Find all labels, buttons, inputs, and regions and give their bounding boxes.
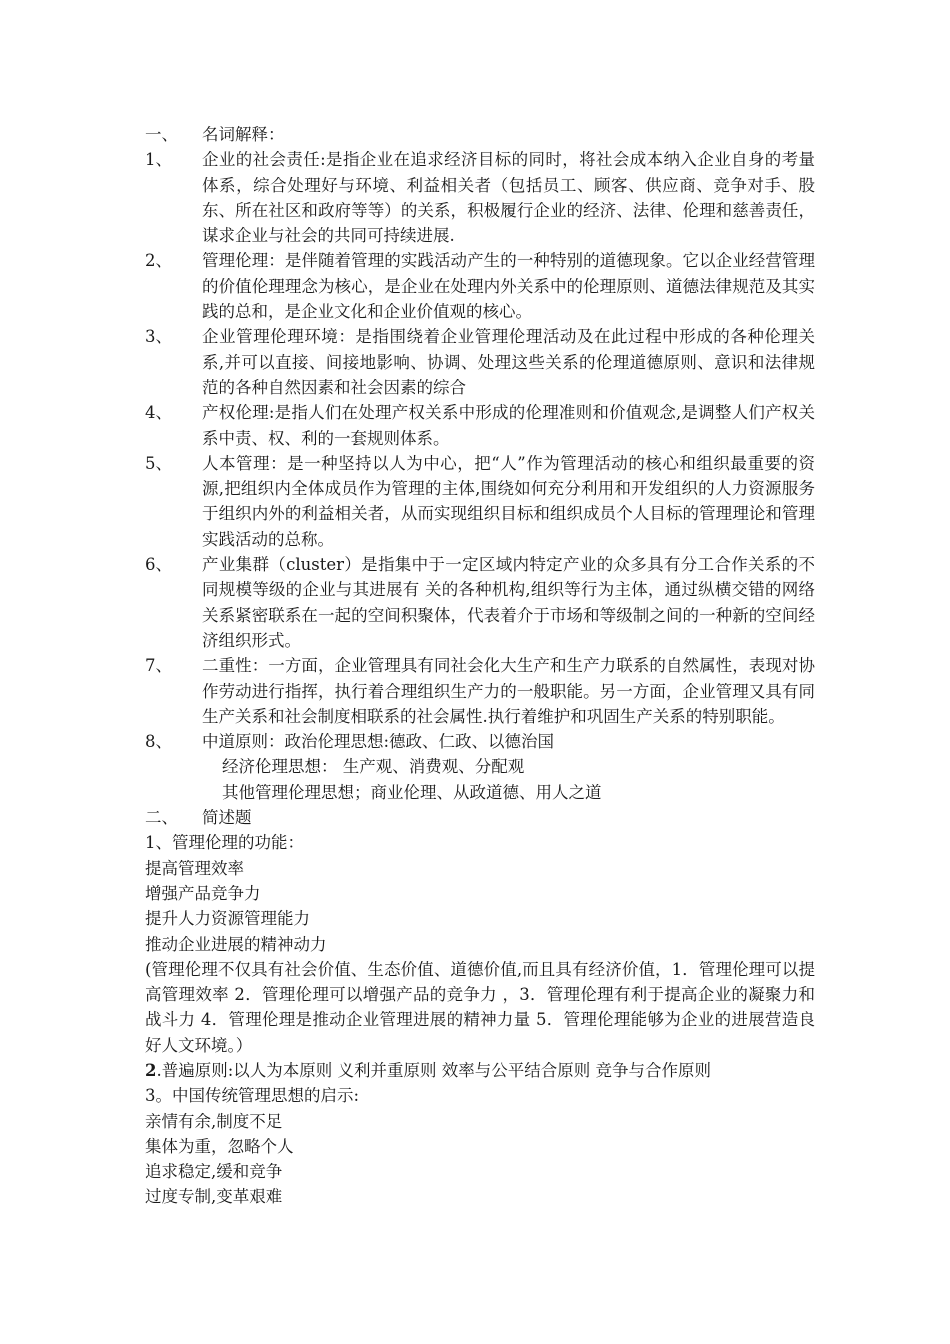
definition-item-5 [145,451,815,552]
item-text: 中道原则：政治伦理思想:德政、仁政、以德治国 [202,732,555,752]
question-1-point: 增强产品竞争力 [145,883,261,903]
item-number: 6、 [145,555,172,575]
definition-item-8 [145,729,815,754]
section-number: 二、 [145,808,178,828]
question-1-point: 推动企业进展的精神动力 [145,934,327,954]
question-1-heading: 1、管理伦理的功能： [145,833,304,853]
question-2 [145,1058,815,1083]
item-number: 2、 [145,251,172,271]
question-1-point: 提升人力资源管理能力 [145,909,310,929]
section-heading-1 [145,122,815,147]
item-number: 1、 [145,150,172,170]
section-heading-2 [145,805,815,830]
question-1-point: 提高管理效率 [145,858,244,878]
section-number: 一、 [145,125,178,144]
item-text: 企业的社会责任:是指企业在追求经济目标的同时，将社会成本纳入企业自身的考量体系，综合处理好与环境、利益相关者（包括员工、顾客、供应商、竞争对手、股东、所在社区和政府等等）的关系，积极履行企业的经济、法律、伦理和慈善责任，谋求企业与社会的共同可持续进展. [202,150,815,246]
item-number: 8、 [145,732,172,752]
item-text: 产权伦理:是指人们在处理产权关系中形成的伦理准则和价值观念,是调整人们产权关系中责、权、利的一套规则体系。 [202,403,815,448]
question-2-number: 2 [145,1060,157,1080]
question-3-point: 追求稳定,缓和竞争 [145,1162,283,1182]
definition-item-7 [145,653,815,729]
item-text: 二重性：一方面，企业管理具有同社会化大生产和生产力联系的自然属性，表现对协作劳动进行指挥，执行着合理组织生产力的一般职能。另一方面，企业管理又具有同生产关系和社会制度相联系的社会属性.执行着维护和巩固生产关系的特别职能。 [202,656,815,726]
item-8-subline: 经济伦理思想： 生产观、消费观、分配观 [222,757,525,777]
question-3-point: 过度专制,变革艰难 [145,1187,283,1207]
question-3-heading: 3。中国传统管理思想的启示: [145,1086,360,1106]
question-3-point: 亲情有余,制度不足 [145,1111,283,1131]
item-text: 管理伦理：是伴随着管理的实践活动产生的一种特别的道德现象。它以企业经营管理的价值伦理理念为核心，是企业在处理内外关系中的伦理原则、道德法律规范及其实践的总和，是企业文化和企业价值观的核心。 [202,251,815,322]
item-text: 产业集群（cluster）是指集中于一定区域内特定产业的众多具有分工合作关系的不同规模等级的企业与其进展有 关的各种机构,组织等行为主体，通过纵横交错的网络关系紧密联系在一起的空间积聚体，代表着介于市场和等级制之间的一种新的空间经济组织形式。 [202,555,815,650]
section-title: 简述题 [202,808,252,828]
definition-item-2 [145,248,815,324]
definition-item-6 [145,552,815,653]
item-number: 3、 [145,327,172,347]
question-3-point: 集体为重，忽略个人 [145,1136,294,1156]
definition-item-3 [145,324,815,400]
document-body [145,122,815,1210]
item-text: 人本管理：是一种坚持以人为中心，把“人”作为管理活动的核心和组织最重要的资源,把组织内全体成员作为管理的主体,围绕如何充分利用和开发组织的人力资源服务于组织内外的利益相关者，从而实现组织目标和组织成员个人目标的管理理论和管理实践活动的总称。 [202,453,815,549]
item-number: 5、 [145,453,172,473]
item-number: 4、 [145,403,172,423]
definition-item-4 [145,400,815,451]
question-2-text: .普遍原则:以人为本原则 义利并重原则 效率与公平结合原则 竞争与合作原则 [156,1060,712,1080]
definition-item-1 [145,147,815,248]
question-1-note: (管理伦理不仅具有社会价值、生态价值、道德价值,而且具有经济价值，1．管理伦理可以提高管理效率 2．管理伦理可以增强产品的竞争力 ，3．管理伦理有利于提高企业的凝聚力和战斗力 4．管理伦理是推动企业管理进展的精神力量 5．管理伦理能够为企业的进展营造良好人文环境。） [145,959,815,1055]
item-8-subline: 其他管理伦理思想；商业伦理、从政道德、用人之道 [222,782,602,802]
section-title: 名词解释： [202,125,285,144]
item-number: 7、 [145,656,172,676]
item-text: 企业管理伦理环境：是指围绕着企业管理伦理活动及在此过程中形成的各种伦理关系,并可以直接、间接地影响、协调、处理这些关系的伦理道德原则、意识和法律规范的各种自然因素和社会因素的综合 [202,327,815,397]
